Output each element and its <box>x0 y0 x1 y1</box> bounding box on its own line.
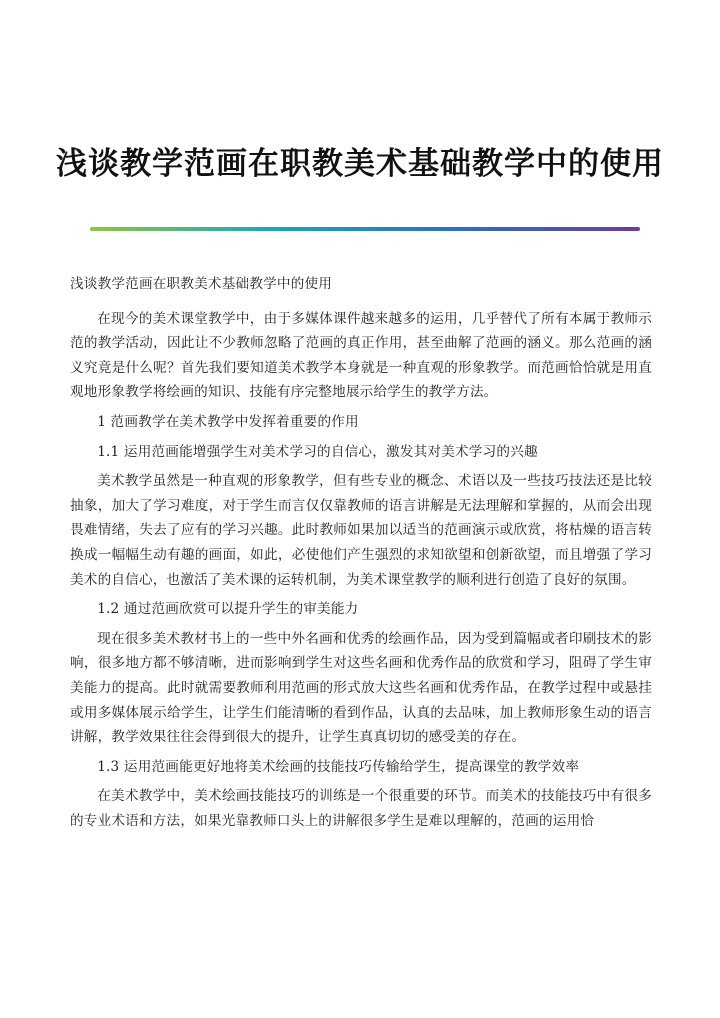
subsection-heading: 1.3 运用范画能更好地将美术绘画的技能技巧传输给学生，提高课堂的教学效率 <box>97 758 580 775</box>
paragraph: 在现今的美术课堂教学中，由于多媒体课件越来越多的运用，几乎替代了所有本属于教师示范的教学活动，因此让不少教师忽略了范画的真正作用，甚至曲解了范画的涵义。那么范画的涵义究竟是什么呢？首先我们要知道美术教学本身就是一种直观的形象教学。而范画恰恰就是用直观地形象教学将绘画的知识、技能有序完整地展示给学生的教学方法。 <box>70 310 652 401</box>
section-heading: 1 范画教学在美术教学中发挥着重要的作用 <box>97 413 359 430</box>
document-body <box>70 272 652 838</box>
title-divider <box>90 227 640 231</box>
paragraph: 在美术教学中，美术绘画技能技巧的训练是一个很重要的环节。而美术的技能技巧中有很多的专业术语和方法，如果光靠教师口头上的讲解很多学生是难以理解的，范画的运用恰 <box>70 788 652 829</box>
paragraph: 现在很多美术教材书上的一些中外名画和优秀的绘画作品，因为受到篇幅或者印刷技术的影响，很多地方都不够清晰，进而影响到学生对这些名画和优秀作品的欣赏和学习，阻碍了学生审美能力的提高。此时就需要教师利用范画的形式放大这些名画和优秀作品，在教学过程中或悬挂或用多媒体展示给学生，让学生们能清晰的看到作品，认真的去品味，加上教师形象生动的语言讲解，教学效果往往会得到很大的提升，让学生真真切切的感受美的存在。 <box>70 630 652 746</box>
subsection-heading: 1.2 通过范画欣赏可以提升学生的审美能力 <box>97 601 359 618</box>
subsection-heading: 1.1 运用范画能增强学生对美术学习的自信心，激发其对美术学习的兴趣 <box>97 443 538 460</box>
document-title: 浅谈教学范画在职教美术基础教学中的使用 <box>56 146 664 182</box>
paragraph: 美术教学虽然是一种直观的形象教学，但有些专业的概念、术语以及一些技巧技法还是比较抽象，加大了学习难度，对于学生而言仅仅靠教师的语言讲解是无法理解和掌握的，从而会出现畏难情绪，失去了应有的学习兴趣。此时教师如果加以适当的范画演示或欣赏，将枯燥的语言转换成一幅幅生动有趣的画面，如此，必使他们产生强烈的求知欲望和创新欲望，而且增强了学习美术的自信心，也激活了美术课的运转机制，为美术课堂教学的顺利进行创造了良好的氛围。 <box>70 473 652 588</box>
subtitle-line: 浅谈教学范画在职教美术基础教学中的使用 <box>70 276 333 292</box>
